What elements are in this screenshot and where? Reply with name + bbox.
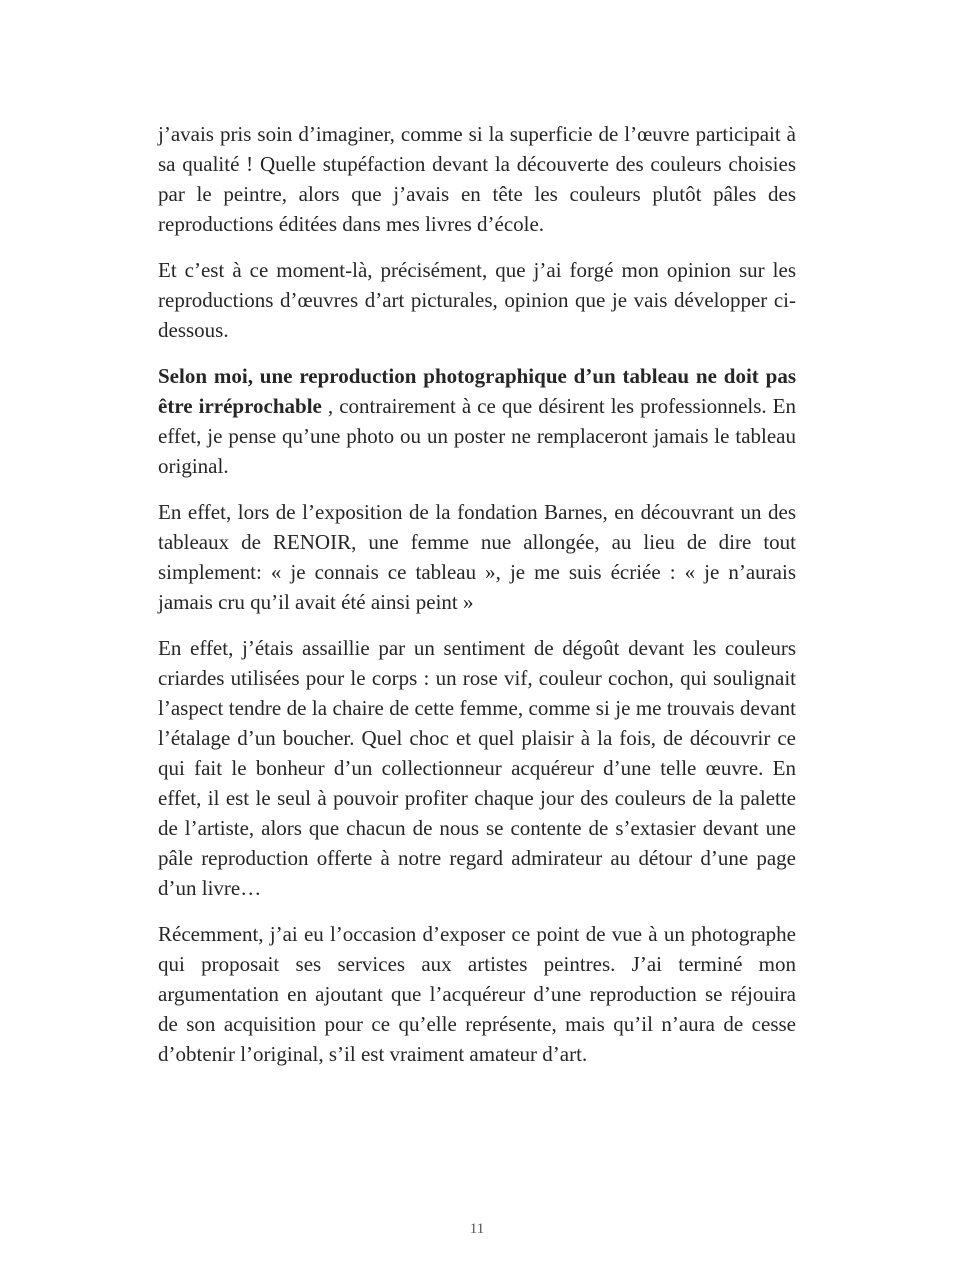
paragraph-3: [158, 361, 796, 481]
paragraph-2: Et c’est à ce moment-là, précisément, que j’ai forgé mon opinion sur les reproductions d’œuvres d’art picturales, opinion que je vais développer ci-dessous.: [158, 258, 796, 342]
page-number: 11: [469, 1221, 485, 1237]
paragraph-6: Récemment, j’ai eu l’occasion d’exposer ce point de vue à un photographe qui proposait ses services aux artistes peintres. J’ai terminé mon argumentation en ajoutant que l’acquéreur d’une reproduction se réjouira de son acquisition pour ce qu’elle représente, mais qu’il n’aura de cesse d’obtenir l’original, s’il est vraiment amateur d’art.: [158, 922, 796, 1066]
bold-thesis-statement: Selon moi, une reproduction photographique d’un tableau ne doit pas être irréprochable: [158, 364, 796, 418]
paragraph-5: En effet, j’étais assaillie par un sentiment de dégoût devant les couleurs criardes utilisées pour le corps : un rose vif, couleur cochon, qui soulignait l’aspect tendre de la chaire de cette femme, comme si je me trouvais devant l’étalage d’un boucher. Quel choc et quel plaisir à la fois, de découvrir ce qui fait le bonheur d’un collectionneur acquéreur d’une telle œuvre. En effet, il est le seul à pouvoir profiter chaque jour des couleurs de la palette de l’artiste, alors que chacun de nous se contente de s’extasier devant une pâle reproduction offerte à notre regard admirateur au détour d’une page d’un livre…: [158, 636, 796, 900]
body-text: [158, 119, 796, 1085]
paragraph-3-continuation: , contrairement à ce que désirent les professionnels. En effet, je pense qu’une photo ou un poster ne remplaceront jamais le tableau original.: [158, 394, 797, 478]
paragraph-4: En effet, lors de l’exposition de la fondation Barnes, en découvrant un des tableaux de RENOIR, une femme nue allongée, au lieu de dire tout simplement: « je connais ce tableau », je me suis écriée : « je n’aurais jamais cru qu’il avait été ainsi peint »: [158, 500, 796, 614]
paragraph-1: j’avais pris soin d’imaginer, comme si la superficie de l’œuvre participait à sa qualité ! Quelle stupéfaction devant la découverte des couleurs choisies par le peintre, alors que j’avais en tête les couleurs plutôt pâles des reproductions éditées dans mes livres d’école.: [158, 122, 796, 236]
